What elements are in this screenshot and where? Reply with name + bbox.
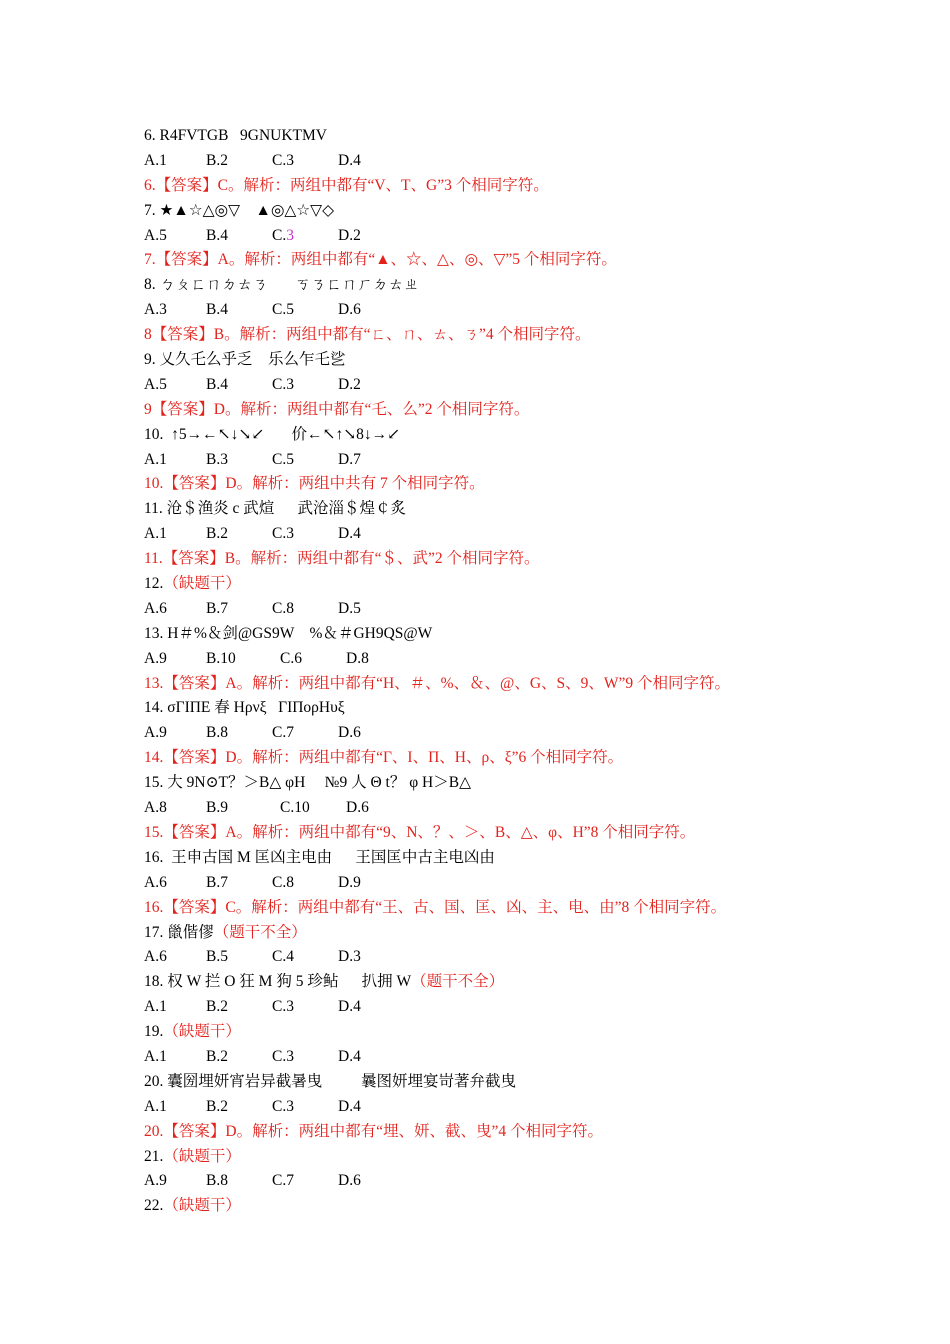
option-c — [272, 224, 338, 249]
option-c — [272, 945, 338, 970]
option-label: C.8 — [272, 599, 294, 617]
option-label: D.4 — [338, 525, 361, 543]
answer-options — [144, 224, 844, 249]
option-label: C.3 — [272, 998, 294, 1016]
option-label: A.1 — [144, 1097, 167, 1115]
option-highlight: 3 — [286, 226, 294, 244]
question-stem — [144, 771, 844, 796]
option-label: C.10 — [280, 799, 310, 817]
question-stem — [144, 572, 844, 597]
answer-explanation: 10.【答案】D。解析：两组中共有 7 个相同字符。 — [144, 475, 485, 493]
question-stem-text: 14. σΓΙΠΕ 春 Hρνξ ΓΙΠορΗυξ — [144, 699, 345, 717]
option-label: D.6 — [338, 301, 361, 319]
question-stem — [144, 1070, 844, 1095]
question-stem-text: 15. 大 9N⊙T？＞B△ φH №9 人 Θ t？ φ H＞B△ — [144, 774, 471, 792]
option-label: C.8 — [272, 873, 294, 891]
question-stem — [144, 199, 844, 224]
option-label: A.1 — [144, 151, 167, 169]
answer-explanation: 16.【答案】C。解析：两组中都有“王、古、国、匡、凶、主、电、由”8 个相同字符。 — [144, 898, 727, 916]
question-stem — [144, 1194, 844, 1219]
option-b — [206, 647, 280, 672]
option-b — [206, 597, 272, 622]
option-d — [338, 298, 361, 323]
question-stem-text: 22. — [144, 1197, 164, 1215]
question-stem-text: 13. H＃%＆剑@GS9W %＆＃GH9QS@W — [144, 624, 433, 642]
option-a — [144, 448, 206, 473]
option-c — [272, 721, 338, 746]
question-stem — [144, 348, 844, 373]
option-a — [144, 597, 206, 622]
option-c — [272, 298, 338, 323]
option-b — [206, 373, 272, 398]
option-label: D.4 — [338, 151, 361, 169]
option-c — [272, 448, 338, 473]
option-c — [272, 373, 338, 398]
option-c — [272, 871, 338, 896]
answer-explanation: 6.【答案】C。解析：两组中都有“V、T、G”3 个相同字符。 — [144, 176, 549, 194]
option-label: C.7 — [272, 724, 294, 742]
answer-options — [144, 1095, 844, 1120]
question-stem — [144, 921, 844, 946]
question-stem-text: 12. — [144, 575, 164, 593]
option-b — [206, 1095, 272, 1120]
option-label: D.6 — [338, 724, 361, 742]
option-c — [280, 647, 346, 672]
option-label: A.3 — [144, 301, 167, 319]
option-d — [338, 224, 361, 249]
option-d — [338, 149, 361, 174]
option-c — [272, 1045, 338, 1070]
option-d — [338, 1045, 361, 1070]
option-b — [206, 224, 272, 249]
question-stem-note: （缺题干） — [163, 1023, 241, 1041]
question-list — [144, 124, 844, 1219]
answer-explanation: 20.【答案】D。解析：两组中都有“埋、妍、截、曳”4 个相同字符。 — [144, 1122, 603, 1140]
answer-options — [144, 373, 844, 398]
option-b — [206, 448, 272, 473]
option-b — [206, 298, 272, 323]
question-stem-text: 16. 王申古国 M 匡凶主电由 王国匡中古主电凶由 — [144, 848, 495, 866]
question-stem-note: （题干不全） — [213, 923, 307, 941]
question-stem-text: 20. 囊圀埋妍宵岩异截暑曳 曩图妍埋宴岢著弁截曳 — [144, 1072, 517, 1090]
option-label: C. — [272, 226, 287, 244]
option-label: C.3 — [272, 1047, 294, 1065]
option-label: A.6 — [144, 948, 167, 966]
option-label: D.6 — [338, 1172, 361, 1190]
option-label: A.9 — [144, 649, 167, 667]
option-label: D.6 — [346, 799, 369, 817]
option-b — [206, 522, 272, 547]
option-label: A.5 — [144, 375, 167, 393]
option-a — [144, 522, 206, 547]
option-label: B.7 — [206, 873, 228, 891]
answer-options — [144, 1045, 844, 1070]
option-label: A.5 — [144, 226, 167, 244]
option-c — [272, 1169, 338, 1194]
option-b — [206, 796, 280, 821]
answer-options — [144, 796, 844, 821]
option-d — [338, 373, 361, 398]
option-b — [206, 945, 272, 970]
answer-explanation: 8【答案】B。解析：两组中都有“ㄈ、ㄇ、ㄊ、ㄋ”4 个相同字符。 — [144, 326, 591, 344]
option-d — [338, 995, 361, 1020]
option-label: B.4 — [206, 226, 228, 244]
option-label: B.5 — [206, 948, 228, 966]
option-label: A.6 — [144, 873, 167, 891]
answer-explanation: 7.【答案】A。解析：两组中都有“▲、☆、△、◎、▽”5 个相同字符。 — [144, 251, 617, 269]
option-label: B.2 — [206, 1047, 228, 1065]
option-label: D.4 — [338, 1097, 361, 1115]
option-label: B.8 — [206, 1172, 228, 1190]
question-stem-text: 21. — [144, 1147, 164, 1165]
answer-options — [144, 597, 844, 622]
answer-options — [144, 1169, 844, 1194]
question-stem-text: 19. — [144, 1023, 164, 1041]
option-c — [272, 995, 338, 1020]
option-b — [206, 1045, 272, 1070]
option-label: B.4 — [206, 375, 228, 393]
option-label: B.8 — [206, 724, 228, 742]
option-label: B.3 — [206, 450, 228, 468]
option-a — [144, 945, 206, 970]
answer-explanation: 14.【答案】D。解析：两组中都有“Γ、Ι、Π、Η、ρ、ξ”6 个相同字符。 — [144, 749, 624, 767]
option-label: D.7 — [338, 450, 361, 468]
answer-options — [144, 721, 844, 746]
option-label: D.3 — [338, 948, 361, 966]
option-label: D.2 — [338, 226, 361, 244]
question-stem — [144, 497, 844, 522]
question-stem-text: 8. ㄅㄆㄈㄇㄉㄊㄋ ㄎㄋㄈㄇㄏㄉㄊㄓ — [144, 276, 420, 294]
option-label: A.1 — [144, 998, 167, 1016]
option-label: C.3 — [272, 151, 294, 169]
option-label: C.5 — [272, 450, 294, 468]
option-label: C.4 — [272, 948, 294, 966]
option-d — [338, 597, 361, 622]
answer-options — [144, 448, 844, 473]
option-a — [144, 224, 206, 249]
answer-options — [144, 647, 844, 672]
question-stem-text: 7. ★▲☆△◎▽ ▲◎△☆▽◇ — [144, 201, 335, 219]
option-a — [144, 721, 206, 746]
option-a — [144, 796, 206, 821]
question-stem — [144, 423, 844, 448]
option-d — [338, 1169, 361, 1194]
option-label: D.4 — [338, 998, 361, 1016]
option-label: A.9 — [144, 1172, 167, 1190]
option-a — [144, 149, 206, 174]
option-label: B.2 — [206, 525, 228, 543]
option-a — [144, 647, 206, 672]
option-d — [346, 647, 369, 672]
option-label: B.2 — [206, 151, 228, 169]
option-label: B.10 — [206, 649, 236, 667]
question-stem-note: （缺题干） — [163, 1197, 241, 1215]
question-stem — [144, 1145, 844, 1170]
question-stem — [144, 622, 844, 647]
option-b — [206, 149, 272, 174]
answer-options — [144, 871, 844, 896]
option-label: A.1 — [144, 525, 167, 543]
answer-explanation: 9【答案】D。解析：两组中都有“乇、么”2 个相同字符。 — [144, 400, 530, 418]
question-stem-text: 10. ↑5→←↖↓↘↙ 价←↖↑↘8↓→↙ — [144, 425, 401, 443]
option-d — [338, 721, 361, 746]
answer-options — [144, 995, 844, 1020]
question-stem-text: 18. 权 W 拦 O 狂 M 狗 5 珍鲇 扒拥 W — [144, 973, 412, 991]
option-label: C.3 — [272, 1097, 294, 1115]
option-b — [206, 1169, 272, 1194]
question-stem — [144, 696, 844, 721]
option-d — [338, 871, 361, 896]
option-label: A.9 — [144, 724, 167, 742]
answer-options — [144, 945, 844, 970]
option-label: C.3 — [272, 525, 294, 543]
question-stem — [144, 124, 844, 149]
option-label: A.1 — [144, 450, 167, 468]
option-label: B.2 — [206, 998, 228, 1016]
answer-explanation: 13.【答案】A。解析：两组中都有“H、＃、%、＆、@、G、S、9、W”9 个相同字符。 — [144, 674, 731, 692]
option-label: D.8 — [346, 649, 369, 667]
option-label: D.2 — [338, 375, 361, 393]
option-label: D.5 — [338, 599, 361, 617]
option-c — [272, 522, 338, 547]
option-label: A.8 — [144, 799, 167, 817]
question-stem-text: 9. 乂久乇么乎乏 乐么乍乇乷 — [144, 351, 346, 369]
option-c — [272, 149, 338, 174]
option-d — [338, 1095, 361, 1120]
option-label: A.1 — [144, 1047, 167, 1065]
option-a — [144, 1169, 206, 1194]
option-label: B.7 — [206, 599, 228, 617]
option-c — [280, 796, 346, 821]
option-label: B.9 — [206, 799, 228, 817]
option-b — [206, 995, 272, 1020]
option-c — [272, 597, 338, 622]
option-label: B.2 — [206, 1097, 228, 1115]
question-stem-note: （题干不全） — [411, 973, 505, 991]
option-d — [338, 448, 361, 473]
question-stem — [144, 846, 844, 871]
option-a — [144, 871, 206, 896]
option-c — [272, 1095, 338, 1120]
option-label: C.6 — [280, 649, 302, 667]
question-stem — [144, 970, 844, 995]
option-b — [206, 871, 272, 896]
option-label: C.5 — [272, 301, 294, 319]
answer-explanation: 15.【答案】A。解析：两组中都有“9、N、？、＞、B、△、φ、H”8 个相同字符。 — [144, 823, 696, 841]
option-a — [144, 1045, 206, 1070]
answer-explanation: 11.【答案】B。解析：两组中都有“＄、武”2 个相同字符。 — [144, 550, 540, 568]
question-stem-text: 17. 巤偕僇 — [144, 923, 214, 941]
option-label: C.7 — [272, 1172, 294, 1190]
option-label: B.4 — [206, 301, 228, 319]
option-label: D.4 — [338, 1047, 361, 1065]
option-label: D.9 — [338, 873, 361, 891]
option-d — [346, 796, 369, 821]
answer-options — [144, 298, 844, 323]
option-a — [144, 995, 206, 1020]
option-label: A.6 — [144, 599, 167, 617]
option-a — [144, 373, 206, 398]
question-stem-note: （缺题干） — [163, 1147, 241, 1165]
option-label: C.3 — [272, 375, 294, 393]
option-d — [338, 522, 361, 547]
question-stem — [144, 273, 844, 298]
option-b — [206, 721, 272, 746]
question-stem-note: （缺题干） — [163, 575, 241, 593]
answer-options — [144, 522, 844, 547]
question-stem-text: 11. 沧＄渔炎 c 武煊 武沧淄＄煌￠炙 — [144, 500, 407, 518]
answer-options — [144, 149, 844, 174]
question-stem — [144, 1020, 844, 1045]
option-a — [144, 1095, 206, 1120]
option-a — [144, 298, 206, 323]
question-stem-text: 6. R4FVTGB 9GNUKTMV — [144, 127, 327, 144]
option-d — [338, 945, 361, 970]
